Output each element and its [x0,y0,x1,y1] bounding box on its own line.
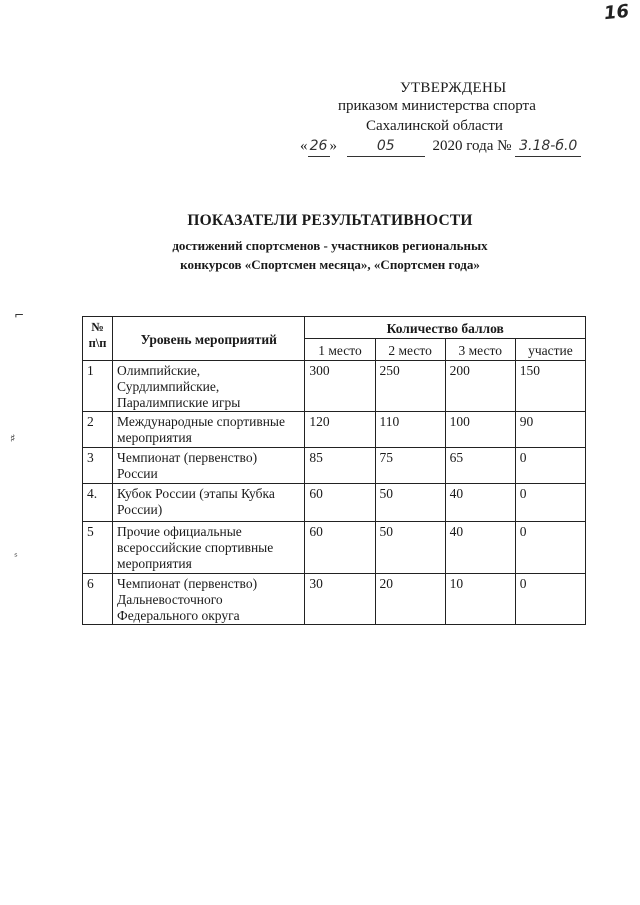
row-score-2: 50 [375,484,445,522]
date-day: 26 [308,136,330,157]
header-participation: участие [515,339,585,361]
header-level: Уровень мероприятий [113,317,305,361]
scan-mark: ♯ [10,432,16,445]
row-level: Прочие официальные всероссийские спортивные мероприятия [113,522,305,574]
row-level: Кубок России (этапы Кубка России) [113,484,305,522]
row-score-participation: 0 [515,522,585,574]
row-score-participation: 0 [515,574,585,625]
header-points: Количество баллов [305,317,586,339]
row-score-1: 30 [305,574,375,625]
header-place-2: 2 место [375,339,445,361]
table-row [83,361,586,412]
date-year: 2020 года № [432,138,512,154]
document-title: ПОКАЗАТЕЛИ РЕЗУЛЬТАТИВНОСТИ [187,212,473,229]
row-score-1: 60 [305,484,375,522]
row-score-2: 250 [375,361,445,412]
row-level: Международные спортивные мероприятия [113,412,305,448]
row-score-1: 300 [305,361,375,412]
row-score-3: 200 [445,361,515,412]
row-num: 2 [83,412,113,448]
row-level: Олимпийские, Сурдлимпийские, Паралимпиские игры [113,361,305,412]
row-score-participation: 150 [515,361,585,412]
row-score-2: 110 [375,412,445,448]
scan-mark: ⌐ [14,308,25,322]
row-score-2: 75 [375,448,445,484]
table-row [83,484,586,522]
row-score-2: 50 [375,522,445,574]
row-num: 1 [83,361,113,412]
page-number: 16 [602,0,631,25]
document-subtitle-line1: достижений спортсменов - участников региональных [172,238,488,253]
row-num: 6 [83,574,113,625]
date-month: 05 [347,136,425,157]
date-open-quote: « [300,138,308,154]
table-row [83,448,586,484]
table-row [83,412,586,448]
row-num: 3 [83,448,113,484]
row-score-3: 40 [445,522,515,574]
approval-date-line [300,136,581,157]
row-level: Чемпионат (первенство) России [113,448,305,484]
row-score-1: 120 [305,412,375,448]
approval-title: УТВЕРЖДЕНЫ [400,80,507,96]
row-score-1: 85 [305,448,375,484]
scores-table [82,316,586,625]
row-score-3: 10 [445,574,515,625]
header-place-1: 1 место [305,339,375,361]
header-row [83,317,586,339]
date-close-quote: » [329,138,337,154]
row-score-3: 40 [445,484,515,522]
scan-mark: ˢ [14,552,18,563]
approval-order-line: приказом министерства спорта [338,98,536,114]
row-level: Чемпионат (первенство) Дальневосточного Федерального округа [113,574,305,625]
document-subtitle-line2: конкурсов «Спортсмен месяца», «Спортсмен года» [180,257,480,272]
approval-region-line: Сахалинской области [366,118,503,134]
row-num: 4. [83,484,113,522]
table-row [83,522,586,574]
row-score-3: 100 [445,412,515,448]
row-num: 5 [83,522,113,574]
row-score-3: 65 [445,448,515,484]
row-score-participation: 90 [515,412,585,448]
row-score-1: 60 [305,522,375,574]
row-score-participation: 0 [515,448,585,484]
header-num: № п\п [83,317,113,361]
header-place-3: 3 место [445,339,515,361]
table-row [83,574,586,625]
row-score-participation: 0 [515,484,585,522]
row-score-2: 20 [375,574,445,625]
order-number: 3.18-б.0 [515,136,581,157]
